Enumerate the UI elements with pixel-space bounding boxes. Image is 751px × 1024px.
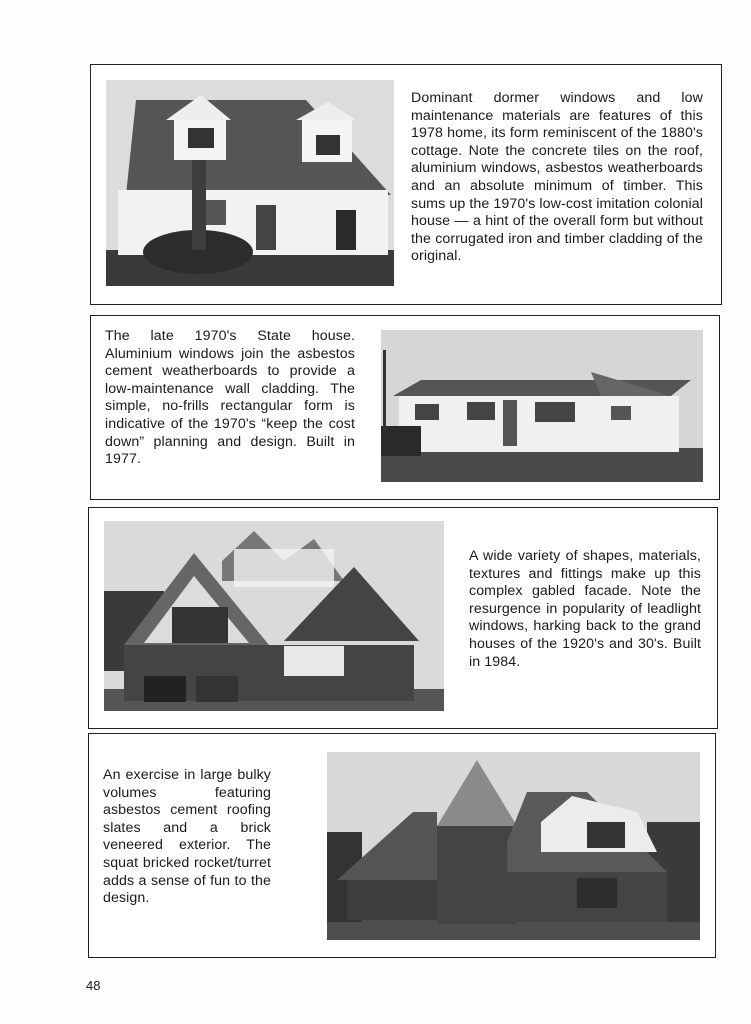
- house-photo-1977-state-house: [381, 330, 703, 482]
- house-photo-turret: [327, 752, 700, 940]
- entry-caption-4: An exercise in large bulky volumes featuring asbestos cement roofing slates and a brick veneered exterior. The squat bricked rocket/turret adds a sense of fun to the design.: [103, 767, 271, 907]
- page-number: 48: [86, 978, 101, 993]
- entry-caption-2: The late 1970's State house. Aluminium windows join the asbestos cement weatherboards to provide a low-maintenance wall cladding. The simple, no-frills rectangular form is indicative of the 1970's “keep the cost down” planning and design. Built in 1977.: [105, 328, 355, 468]
- entry-caption-3: A wide variety of shapes, materials, textures and fittings make up this complex gabled facade. Note the resurgence in popularity of leadlight windows, harking back to the grand houses of the 1920's and 30's. Built in 1984.: [469, 548, 701, 670]
- house-photo-1978-dormer: [106, 80, 394, 286]
- house-photo-1984-gabled: [104, 521, 444, 711]
- entry-caption-1: Dominant dormer windows and low maintenance materials are features of this 1978 home, its form reminiscent of the 1880's cottage. Note the concrete tiles on the roof, aluminium windows, asbestos weatherboards and an absolute minimum of timber. This sums up the 1970's low-cost imitation colonial house — a hint of the overall form but without the corrugated iron and timber cladding of the original.: [411, 90, 703, 265]
